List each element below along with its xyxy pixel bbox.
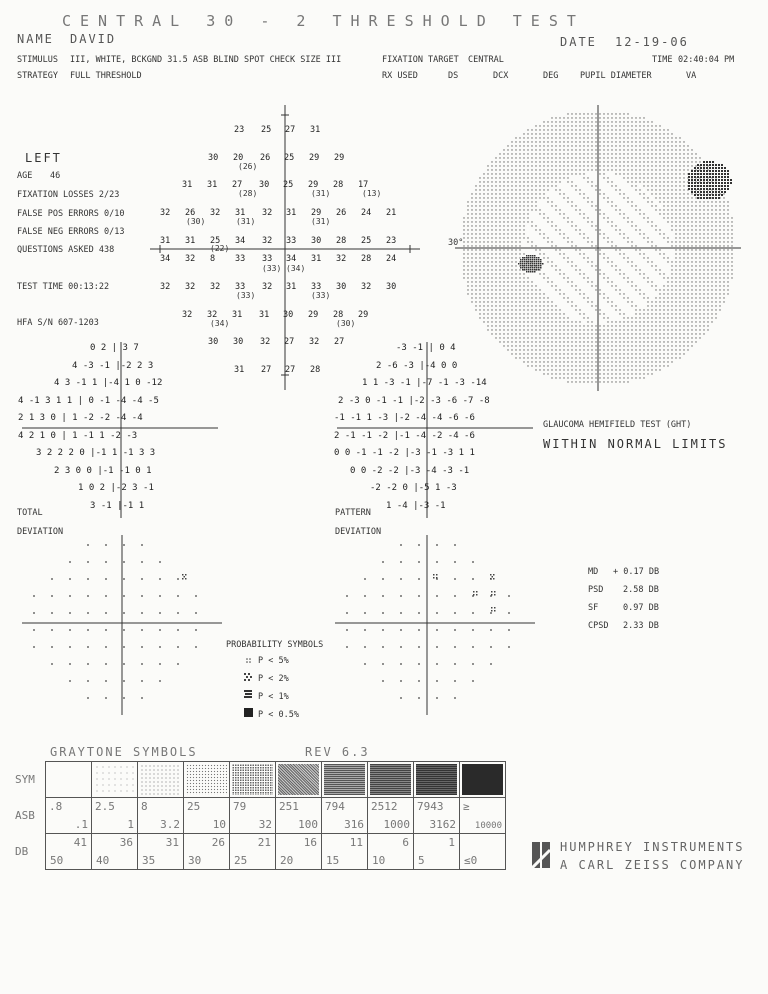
- threshold-value: 31: [207, 180, 218, 190]
- threshold-value: 20: [233, 153, 244, 163]
- db-lower: 30: [188, 854, 202, 867]
- asb-lower: 10: [212, 818, 226, 831]
- asb-lower: 3162: [429, 818, 456, 831]
- threshold-recheck-value: (31): [311, 217, 331, 226]
- db-lower: 20: [280, 854, 294, 867]
- threshold-value: 29: [311, 208, 322, 218]
- db-lower: 40: [96, 854, 110, 867]
- threshold-value: 30: [311, 236, 322, 246]
- threshold-recheck-value: (31): [236, 217, 256, 226]
- questions-asked: QUESTIONS ASKED 438: [17, 245, 115, 255]
- db-row-label: DB: [15, 845, 29, 858]
- asb-upper: 79: [233, 800, 247, 813]
- threshold-value: 30: [233, 337, 244, 347]
- asb-cell: [460, 798, 506, 834]
- deviation-row: 3 2 2 2 0 |-1 1 -1 3 3: [36, 448, 156, 458]
- sf-label: SF: [588, 603, 599, 613]
- db-cell: [46, 834, 92, 870]
- threshold-recheck-value: (26): [238, 162, 258, 171]
- graytone-rev: REV 6.3: [305, 745, 370, 759]
- threshold-value: 32: [210, 208, 221, 218]
- deviation-row: 4 2 1 0 | 1 -1 1 -2 -3: [18, 430, 138, 441]
- threshold-value: 27: [334, 337, 345, 347]
- db-upper: 31: [165, 836, 179, 849]
- db-upper: 11: [349, 836, 363, 849]
- threshold-recheck-value: (33): [236, 291, 256, 300]
- db-upper: 41: [73, 836, 87, 849]
- pattern-label: PATTERN: [335, 508, 371, 518]
- company-line1: HUMPHREY INSTRUMENTS: [560, 840, 745, 854]
- graytone-swatch: [138, 762, 184, 798]
- threshold-recheck-value: (22): [210, 244, 230, 253]
- threshold-value: 32: [207, 310, 218, 320]
- threshold-value: 31: [286, 282, 297, 292]
- threshold-value: 25: [284, 153, 295, 163]
- db-cell: [414, 834, 460, 870]
- threshold-recheck-value: (30): [336, 319, 356, 328]
- deviation-row: -3 -1 | 0 4: [396, 343, 456, 353]
- graytone-table: [15, 761, 506, 870]
- threshold-recheck-value: (31): [311, 189, 331, 198]
- threshold-value: 33: [262, 254, 273, 264]
- threshold-value: 31: [234, 365, 245, 375]
- threshold-value: 32: [361, 282, 372, 292]
- threshold-value: 32: [185, 254, 196, 264]
- db-lower: 50: [50, 854, 64, 867]
- threshold-value: 24: [386, 254, 397, 264]
- md-value: + 0.17 DB: [613, 567, 660, 577]
- total-deviation-probability-map: [22, 535, 222, 720]
- db-upper: 21: [257, 836, 271, 849]
- threshold-value: 29: [308, 310, 319, 320]
- asb-lower: 3.2: [160, 818, 180, 831]
- threshold-value: 32: [160, 208, 171, 218]
- threshold-value: 32: [309, 337, 320, 347]
- db-lower: ≤0: [464, 854, 478, 867]
- deviation-row: 1 1 -3 -1 |-7 -1 -3 -14: [362, 378, 487, 388]
- asb-cell: [92, 798, 138, 834]
- deviation-row: 2 -6 -3 |-4 0 0: [376, 360, 458, 371]
- threshold-recheck-value: (28): [238, 189, 258, 198]
- ght-label: GLAUCOMA HEMIFIELD TEST (GHT): [543, 420, 692, 430]
- db-cell: [184, 834, 230, 870]
- deviation-row: 2 -1 -1 -2 |-1 -4 -2 -4 -6: [334, 430, 475, 441]
- rx-dcx: DCX: [493, 71, 509, 81]
- threshold-value: 28: [361, 254, 372, 264]
- threshold-value: 29: [308, 180, 319, 190]
- graytone-swatch: [414, 762, 460, 798]
- total-label: TOTAL: [17, 508, 43, 518]
- db-cell: [138, 834, 184, 870]
- threshold-value: 29: [309, 153, 320, 163]
- db-lower: 5: [418, 854, 425, 867]
- threshold-value: 8: [210, 254, 216, 264]
- db-upper: 36: [119, 836, 133, 849]
- time-value: 02:40:04 PM: [678, 55, 735, 65]
- fixation-target-label: FIXATION TARGET: [382, 55, 459, 65]
- cpsd-label: CPSD: [588, 621, 609, 631]
- asb-row-label: ASB: [15, 809, 35, 822]
- cpsd-value: 2.33 DB: [623, 621, 659, 631]
- graytone-swatch: [230, 762, 276, 798]
- threshold-value: 25: [361, 236, 372, 246]
- graytone-title: GRAYTONE SYMBOLS: [50, 745, 198, 759]
- deviation-row: 4 -1 3 1 1 | 0 -1 -4 -4 -5: [18, 395, 159, 406]
- threshold-value: 32: [336, 254, 347, 264]
- asb-cell: [414, 798, 460, 834]
- asb-upper: 7943: [417, 800, 444, 813]
- asb-upper: 251: [279, 800, 299, 813]
- threshold-value: 26: [260, 153, 271, 163]
- deviation-row: 0 2 | 3 7: [90, 343, 139, 353]
- threshold-value: 27: [285, 365, 296, 375]
- threshold-value: 32: [262, 236, 273, 246]
- db-cell: [92, 834, 138, 870]
- db-lower: 15: [326, 854, 340, 867]
- threshold-value: 32: [262, 282, 273, 292]
- prob-2-label: P < 2%: [258, 674, 289, 684]
- axis-30-degree-label: 30°: [448, 238, 464, 248]
- asb-cell: [184, 798, 230, 834]
- strategy-label: STRATEGY: [17, 71, 58, 81]
- threshold-value: 31: [232, 310, 243, 320]
- probability-symbol-icons: [243, 654, 259, 719]
- threshold-recheck-value: (13): [362, 189, 382, 198]
- threshold-value: 21: [386, 208, 397, 218]
- threshold-value: 27: [261, 365, 272, 375]
- graytone-swatch: [184, 762, 230, 798]
- threshold-value: 23: [386, 236, 397, 246]
- date-value: 12-19-06: [615, 35, 689, 49]
- threshold-value: 27: [284, 337, 295, 347]
- asb-upper: 8: [141, 800, 148, 813]
- threshold-value: 31: [185, 236, 196, 246]
- deviation-row: 4 3 -1 1 |-4 1 0 -12: [54, 378, 163, 388]
- threshold-value: 30: [283, 310, 294, 320]
- threshold-value: 34: [286, 254, 297, 264]
- prob-1-label: P < 1%: [258, 692, 289, 702]
- threshold-value: 29: [334, 153, 345, 163]
- time-label: TIME: [652, 55, 673, 65]
- threshold-value: 25: [261, 125, 272, 135]
- psd-label: PSD: [588, 585, 604, 595]
- rx-used-label: RX USED: [382, 71, 418, 81]
- asb-upper: 2.5: [95, 800, 115, 813]
- md-label: MD: [588, 567, 599, 577]
- threshold-value: 23: [234, 125, 245, 135]
- threshold-value: 25: [283, 180, 294, 190]
- pattern-deviation-probability-map: [335, 535, 535, 720]
- deviation-row: 4 -3 -1 |-2 2 3: [72, 360, 154, 371]
- rx-ds: DS: [448, 71, 459, 81]
- hfa-serial: HFA S/N 607-1203: [17, 318, 99, 328]
- asb-cell: [230, 798, 276, 834]
- threshold-value: 30: [336, 282, 347, 292]
- deviation-row: 3 -1 |-1 1: [90, 500, 145, 511]
- sf-value: 0.97 DB: [623, 603, 659, 613]
- prob-5-label: P < 5%: [258, 656, 289, 666]
- asb-cell: [276, 798, 322, 834]
- threshold-value: 30: [386, 282, 397, 292]
- threshold-value: 26: [185, 208, 196, 218]
- false-neg-errors: FALSE NEG ERRORS 0/13: [17, 227, 125, 237]
- threshold-value: 31: [160, 236, 171, 246]
- asb-upper: ≥: [463, 800, 470, 813]
- asb-lower: 10000: [474, 821, 502, 831]
- threshold-value: 27: [285, 125, 296, 135]
- threshold-value: 32: [210, 282, 221, 292]
- asb-upper: 25: [187, 800, 201, 813]
- threshold-value: 30: [208, 337, 219, 347]
- fixation-target-value: CENTRAL: [468, 55, 504, 65]
- db-cell: [368, 834, 414, 870]
- deviation-row: 2 -3 0 -1 -1 |-2 -3 -6 -7 -8: [338, 395, 490, 406]
- threshold-recheck-value: (33): [262, 264, 282, 273]
- test-title: CENTRAL 30 - 2 THRESHOLD TEST: [62, 12, 585, 30]
- test-time: TEST TIME 00:13:22: [17, 282, 110, 292]
- date-label: DATE: [560, 35, 597, 49]
- age-value: 46: [50, 171, 61, 181]
- asb-upper: .8: [49, 800, 63, 813]
- threshold-value: 33: [311, 282, 322, 292]
- asb-upper: 2512: [371, 800, 398, 813]
- threshold-recheck-value: (33): [311, 291, 331, 300]
- asb-cell: [368, 798, 414, 834]
- threshold-value: 17: [358, 180, 369, 190]
- db-upper: 26: [211, 836, 225, 849]
- deviation-row: 1 -4 |-3 -1: [386, 500, 446, 511]
- threshold-value: 30: [208, 153, 219, 163]
- threshold-value: 31: [310, 125, 321, 135]
- asb-cell: [46, 798, 92, 834]
- va-label: VA: [686, 71, 697, 81]
- ght-result: WITHIN NORMAL LIMITS: [543, 437, 728, 451]
- threshold-value: 32: [160, 282, 171, 292]
- deviation-row: 1 0 2 |-2 3 -1: [78, 483, 154, 493]
- threshold-value: 28: [310, 365, 321, 375]
- threshold-recheck-value: (34): [286, 264, 306, 273]
- deviation-row: 2 1 3 0 | 1 -2 -2 -4 -4: [18, 413, 143, 423]
- threshold-value: 28: [333, 180, 344, 190]
- patient-name: DAVID: [70, 32, 117, 46]
- deviation-row: 0 0 -2 -2 |-3 -4 -3 -1: [350, 465, 470, 476]
- threshold-value: 31: [259, 310, 270, 320]
- db-cell: [322, 834, 368, 870]
- threshold-value: 33: [235, 254, 246, 264]
- false-pos-errors: FALSE POS ERRORS 0/10: [17, 209, 125, 219]
- db-lower: 25: [234, 854, 248, 867]
- db-cell: [460, 834, 506, 870]
- psd-value: 2.58 DB: [623, 585, 659, 595]
- threshold-value: 26: [336, 208, 347, 218]
- db-lower: 10: [372, 854, 386, 867]
- asb-lower: 100: [298, 818, 318, 831]
- asb-upper: 794: [325, 800, 345, 813]
- age-label: AGE: [17, 171, 33, 181]
- humphrey-logo-icon: [532, 842, 552, 868]
- db-cell: [230, 834, 276, 870]
- graytone-swatch: [46, 762, 92, 798]
- asb-lower: 1: [127, 818, 134, 831]
- threshold-value: 29: [358, 310, 369, 320]
- rx-deg: DEG: [543, 71, 559, 81]
- threshold-value: 34: [160, 254, 171, 264]
- threshold-value: 31: [235, 208, 246, 218]
- threshold-value: 33: [286, 236, 297, 246]
- stimulus-value: III, WHITE, BCKGND 31.5 ASB BLIND SPOT CHECK SIZE III: [70, 55, 342, 65]
- sym-row-label: SYM: [15, 773, 35, 786]
- deviation-row: 0 0 -1 -1 -2 |-3 -1 -3 1 1: [334, 448, 475, 458]
- probability-symbols-title: PROBABILITY SYMBOLS: [226, 640, 324, 650]
- deviation-row: -2 -2 0 |-5 1 -3: [370, 483, 457, 493]
- stimulus-label: STIMULUS: [17, 55, 58, 65]
- asb-cell: [322, 798, 368, 834]
- db-upper: 6: [402, 836, 409, 849]
- threshold-value: 31: [286, 208, 297, 218]
- company-line2: A CARL ZEISS COMPANY: [560, 858, 745, 872]
- threshold-value: 34: [235, 236, 246, 246]
- threshold-value: 28: [336, 236, 347, 246]
- threshold-value: 31: [182, 180, 193, 190]
- threshold-value: 24: [361, 208, 372, 218]
- threshold-value: 32: [185, 282, 196, 292]
- graytone-swatch: [460, 762, 506, 798]
- asb-lower: 316: [344, 818, 364, 831]
- deviation-row: -1 -1 1 -3 |-2 -4 -4 -6 -6: [334, 413, 475, 423]
- db-upper: 1: [448, 836, 455, 849]
- asb-lower: 1000: [383, 818, 410, 831]
- pattern-deviation-label: DEVIATION: [335, 527, 382, 537]
- threshold-value: 27: [232, 180, 243, 190]
- threshold-value: 28: [333, 310, 344, 320]
- threshold-value: 32: [182, 310, 193, 320]
- threshold-value: 31: [311, 254, 322, 264]
- db-upper: 16: [303, 836, 317, 849]
- threshold-value: 33: [235, 282, 246, 292]
- eye-label: LEFT: [25, 151, 62, 165]
- threshold-value: 30: [259, 180, 270, 190]
- db-lower: 35: [142, 854, 156, 867]
- graytone-swatch: [322, 762, 368, 798]
- strategy-value: FULL THRESHOLD: [70, 71, 142, 81]
- asb-lower: .1: [74, 818, 88, 831]
- threshold-recheck-value: (34): [210, 319, 230, 328]
- prob-05-label: P < 0.5%: [258, 710, 299, 720]
- deviation-row: 2 3 0 0 |-1 -1 0 1: [54, 465, 152, 476]
- asb-lower: 32: [258, 818, 272, 831]
- name-label: NAME: [17, 32, 54, 46]
- threshold-value: 25: [210, 236, 221, 246]
- db-cell: [276, 834, 322, 870]
- threshold-recheck-value: (30): [186, 217, 206, 226]
- pupil-diameter-label: PUPIL DIAMETER: [580, 71, 652, 81]
- threshold-value: 32: [260, 337, 271, 347]
- graytone-swatch: [92, 762, 138, 798]
- graytone-swatch: [368, 762, 414, 798]
- graytone-swatch: [276, 762, 322, 798]
- asb-cell: [138, 798, 184, 834]
- total-deviation-label: DEVIATION: [17, 527, 64, 537]
- fixation-losses: FIXATION LOSSES 2/23: [17, 190, 120, 200]
- threshold-value: 32: [262, 208, 273, 218]
